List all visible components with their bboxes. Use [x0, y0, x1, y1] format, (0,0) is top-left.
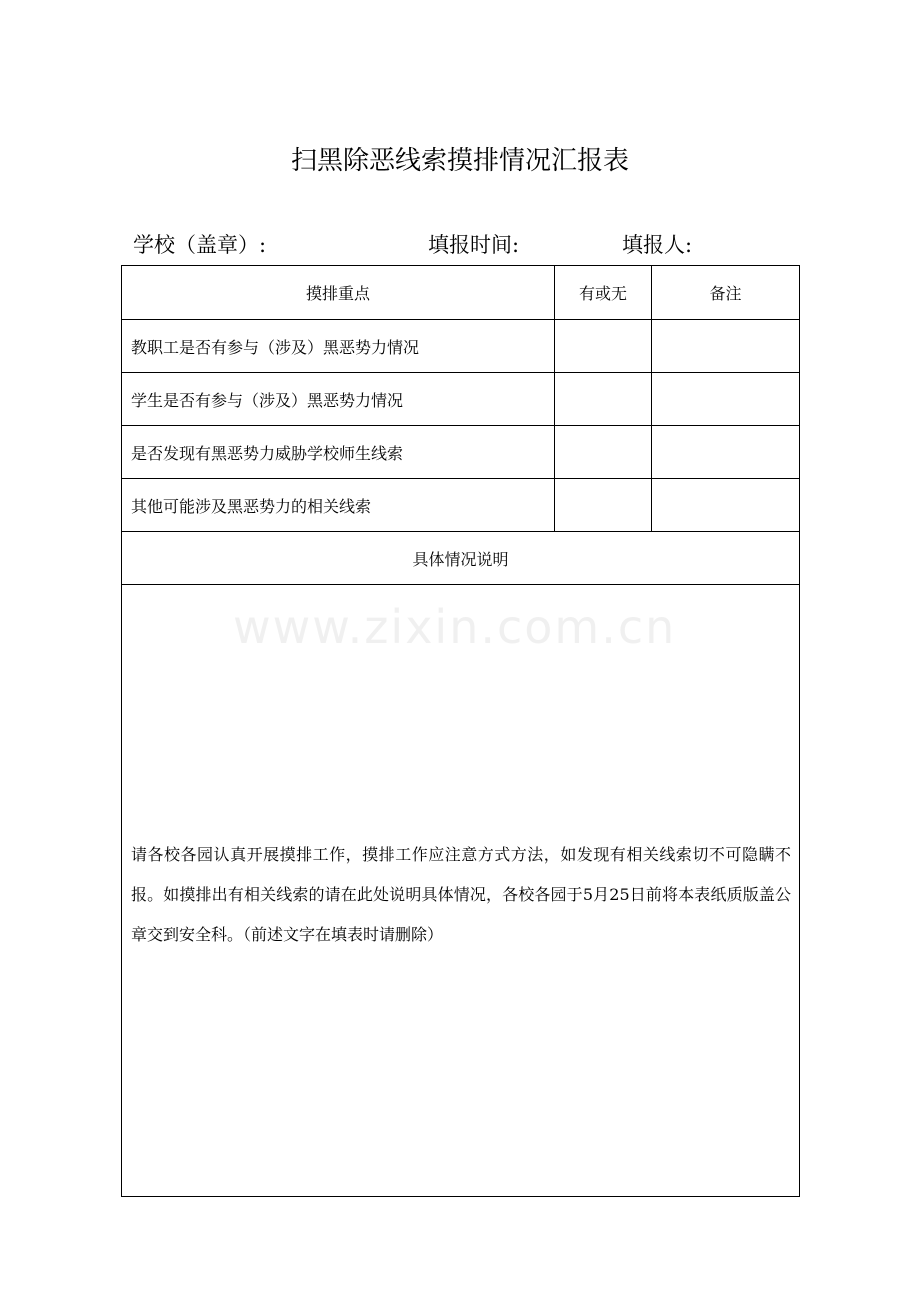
has-or-not-cell[interactable]	[555, 426, 652, 479]
section-title: 具体情况说明	[122, 532, 800, 585]
header-focus: 摸排重点	[122, 266, 555, 320]
table-row	[122, 320, 800, 373]
row-item: 教职工是否有参与（涉及）黑恶势力情况	[122, 320, 555, 373]
section-header-row	[122, 532, 800, 585]
report-table	[121, 265, 800, 1197]
row-item: 其他可能涉及黑恶势力的相关线索	[122, 479, 555, 532]
watermark: www.zixin.com.cn	[233, 600, 677, 654]
has-or-not-cell[interactable]	[555, 320, 652, 373]
table-row	[122, 373, 800, 426]
reporter-label: 填报人:	[622, 233, 693, 257]
school-seal-label: 学校（盖章）:	[133, 233, 267, 257]
description-text: 请各校各园认真开展摸排工作，摸排工作应注意方式方法，如发现有相关线索切不可隐瞒不报。如摸排出有相关线索的请在此处说明具体情况，各校各园于5月25日前将本表纸质版盖公章交到安全科。（前述文字在填表时请删除）	[131, 844, 791, 944]
description-row	[122, 585, 800, 1197]
table-header-row	[122, 266, 800, 320]
description-cell[interactable]	[122, 585, 800, 1197]
has-or-not-cell[interactable]	[555, 373, 652, 426]
remarks-cell[interactable]	[652, 373, 800, 426]
header-remarks: 备注	[652, 266, 800, 320]
header-has-or-not: 有或无	[555, 266, 652, 320]
row-item: 学生是否有参与（涉及）黑恶势力情况	[122, 373, 555, 426]
row-item: 是否发现有黑恶势力威胁学校师生线索	[122, 426, 555, 479]
remarks-cell[interactable]	[652, 426, 800, 479]
table-row	[122, 426, 800, 479]
remarks-cell[interactable]	[652, 320, 800, 373]
fill-time-label: 填报时间:	[428, 233, 520, 257]
has-or-not-cell[interactable]	[555, 479, 652, 532]
table-row	[122, 479, 800, 532]
page-title: 扫黑除恶线索摸排情况汇报表	[290, 146, 629, 176]
remarks-cell[interactable]	[652, 479, 800, 532]
